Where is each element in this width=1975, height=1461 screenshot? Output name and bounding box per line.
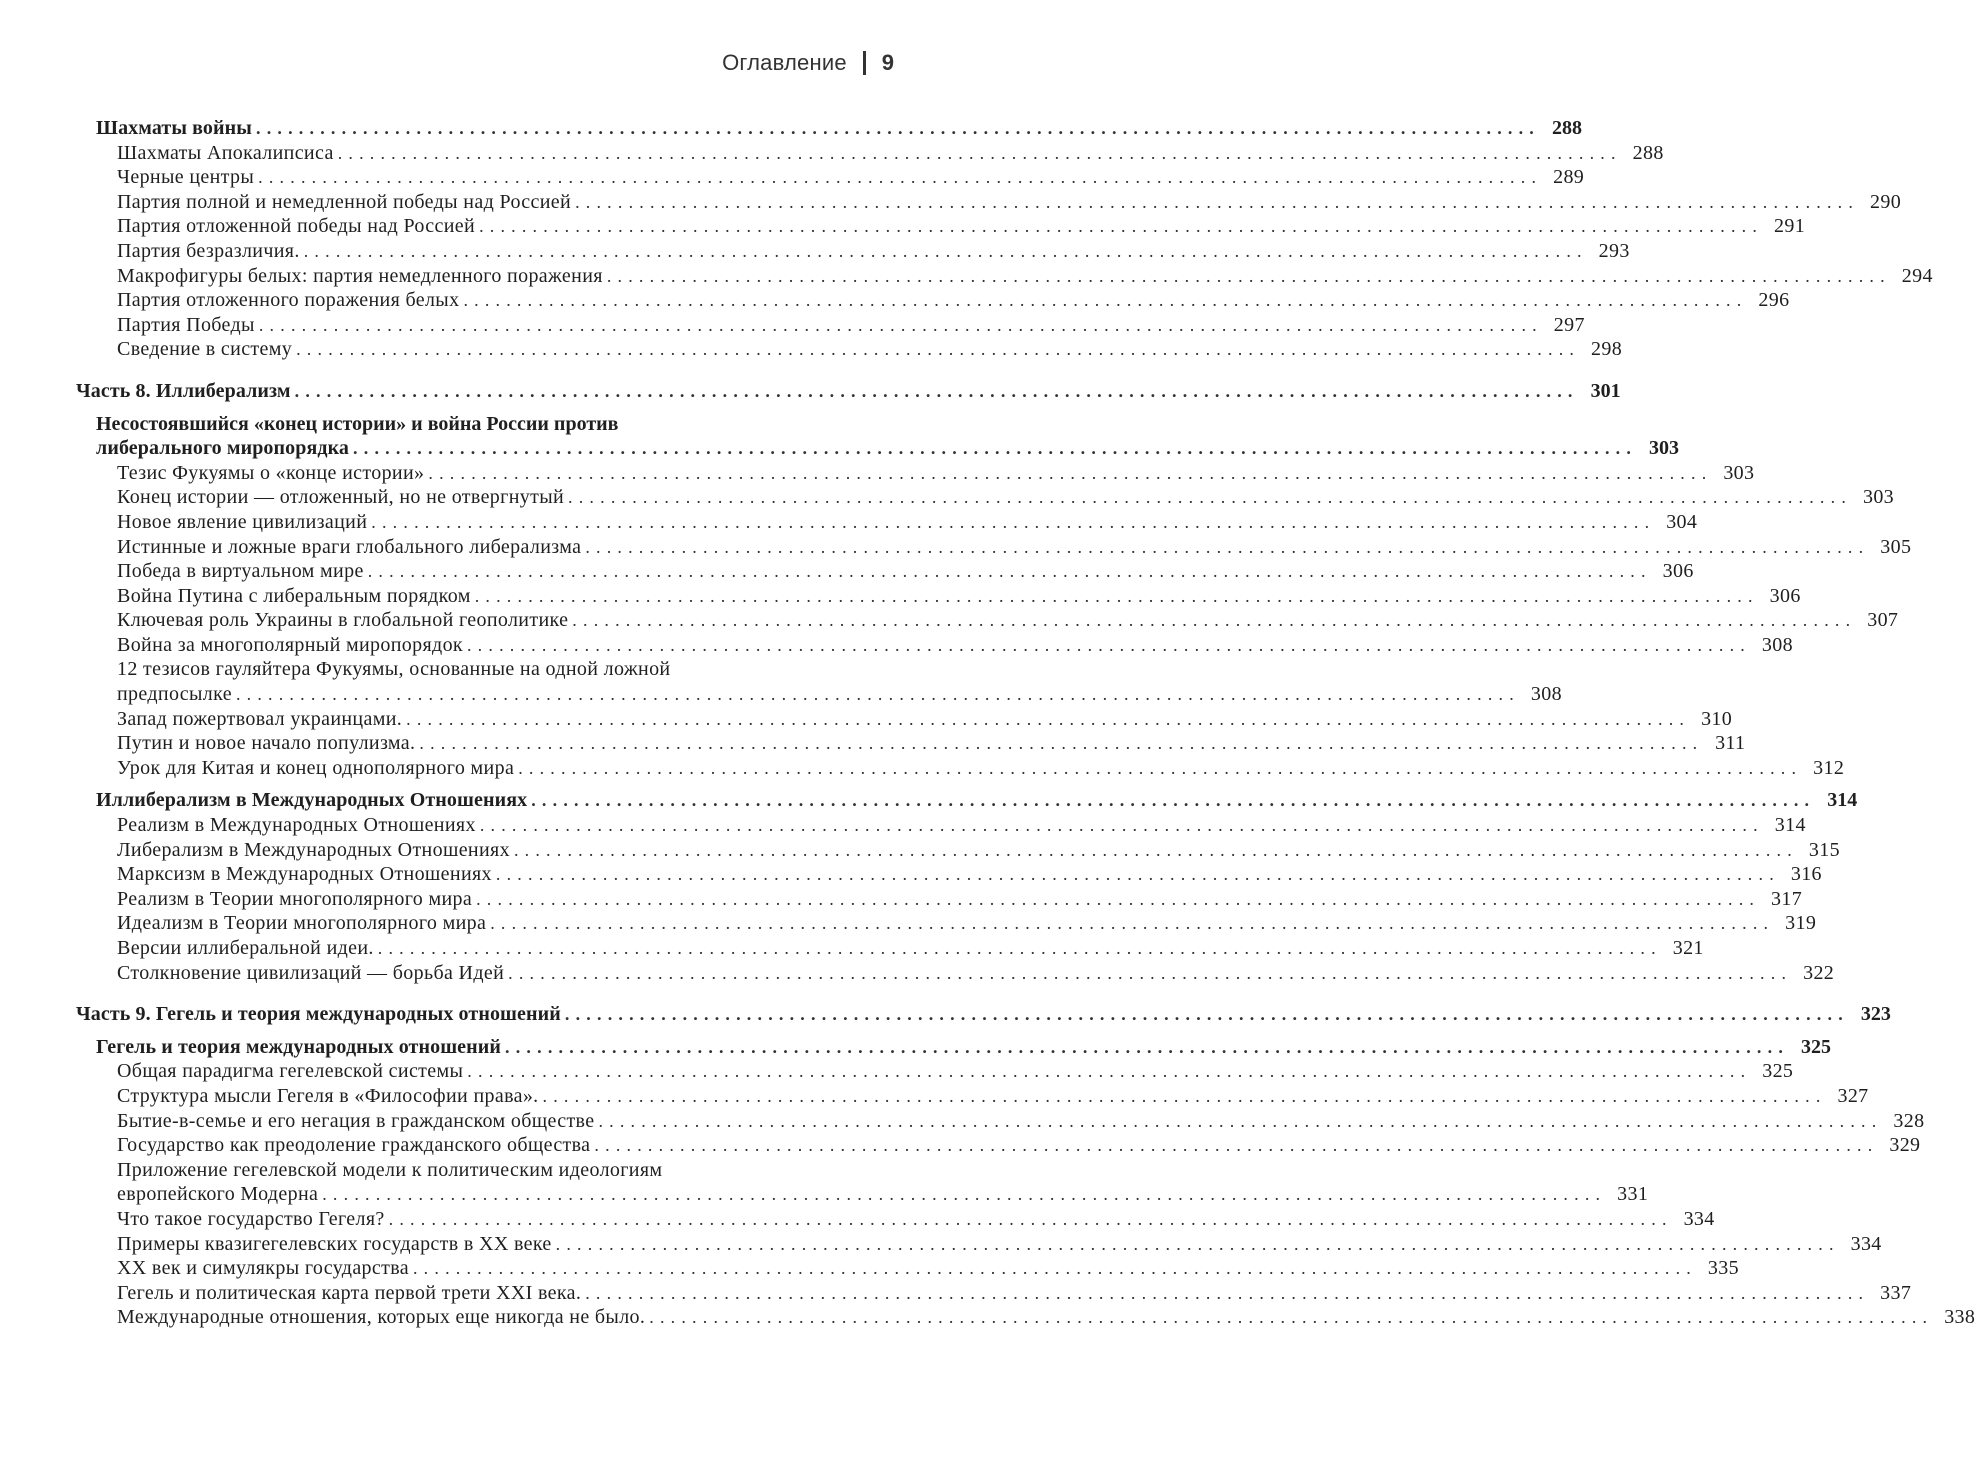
toc-section[interactable] [117, 862, 1822, 887]
toc-page: 303 [1862, 486, 1895, 509]
running-head-title: Оглавление [722, 50, 847, 75]
toc-section-title: Реализм в Международных Отношениях [117, 814, 476, 837]
toc-section-title: Макрофигуры белых: партия немедленного поражения [117, 264, 603, 287]
toc-page: 306 [1662, 560, 1694, 583]
toc-leader-dots: ........................................................................................................................ [419, 733, 1704, 754]
toc-section[interactable] [117, 510, 1698, 535]
toc-section[interactable] [117, 1207, 1715, 1232]
toc-page: 319 [1785, 912, 1817, 935]
toc-section-title: предпосылке [117, 683, 232, 706]
toc-section[interactable] [117, 485, 1895, 510]
toc-section[interactable] [117, 756, 1845, 781]
toc-section[interactable] [117, 559, 1694, 584]
toc-page: 337 [1880, 1281, 1912, 1304]
toc-section[interactable] [117, 1182, 1649, 1207]
toc-section-title: XX век и симулякры государства [117, 1257, 409, 1280]
toc-leader-dots: ........................................................................................................................ [649, 1307, 1934, 1328]
toc-section-title: Государство как преодоление гражданского общества [117, 1134, 591, 1157]
toc-leader-dots: ........................................................................................................................ [555, 1233, 1840, 1254]
toc-part-title: Часть 9. Гегель и теория международных отношений [76, 1003, 561, 1026]
toc-leader-dots: ........................................................................................................................ [303, 240, 1588, 261]
toc-section-title: Международные отношения, которых еще никогда не было. [117, 1306, 646, 1329]
toc-section[interactable] [117, 608, 1899, 633]
toc-page: 296 [1758, 289, 1790, 312]
toc-section-title: Структура мысли Гегеля в «Философии права». [117, 1084, 539, 1107]
toc-section-title: Гегель и политическая карта первой трети XXI века. [117, 1281, 582, 1304]
toc-leader-dots: ........................................................................................................................ [479, 815, 1764, 836]
toc-page: 338 [1944, 1306, 1975, 1329]
toc-page: 288 [1632, 141, 1664, 164]
toc-section-title: Победа в виртуальном мире [117, 560, 364, 583]
toc-leader-dots: ........................................................................................................................ [296, 339, 1581, 360]
toc-section[interactable] [117, 461, 1755, 486]
toc-leader-dots: ........................................................................................................................ [258, 314, 1543, 335]
toc-section-title: Партия отложенного поражения белых [117, 289, 460, 312]
toc-section-title: Запад пожертвовал украинцами. [117, 707, 403, 730]
toc-page: 293 [1598, 239, 1630, 262]
toc-page: 316 [1790, 863, 1822, 886]
toc-page: 288 [1552, 117, 1582, 139]
toc-section[interactable] [117, 264, 1933, 289]
running-head-divider [863, 51, 866, 75]
toc-chapter-title: Шахматы войны [96, 117, 252, 139]
toc-section[interactable] [117, 1084, 1869, 1109]
toc-section[interactable] [117, 707, 1733, 732]
toc-section-title: Реализм в Теории многополярного мира [117, 887, 473, 910]
toc-leader-dots: ........................................................................................................................ [568, 487, 1853, 508]
toc-leader-dots: ........................................................................................................................ [564, 1004, 1849, 1025]
toc-leader-dots: ........................................................................................................................ [513, 839, 1798, 860]
toc-section[interactable] [117, 731, 1746, 756]
toc-section-title: Путин и новое начало популизма. [117, 732, 416, 755]
toc-section[interactable] [117, 214, 1806, 239]
toc-leader-dots: ........................................................................................................................ [490, 913, 1775, 934]
toc-page: 323 [1860, 1003, 1891, 1026]
toc-page: 335 [1707, 1257, 1739, 1280]
toc-section-title: Партия Победы [117, 313, 255, 336]
toc-leader-dots: ........................................................................................................................ [377, 938, 1662, 958]
toc-page: 329 [1889, 1134, 1921, 1157]
toc-section[interactable] [117, 813, 1806, 838]
toc-leader-dots: ........................................................................................................................ [258, 167, 1543, 188]
toc-leader-dots: ........................................................................................................................ [367, 561, 1652, 582]
toc-leader-dots: ........................................................................................................................ [412, 1258, 1697, 1279]
toc-section[interactable] [117, 239, 1630, 264]
toc-section-title: Ключевая роль Украины в глобальной геополитике [117, 609, 569, 632]
toc-page: 289 [1553, 166, 1585, 189]
toc-section-title: Бытие-в-семье и его негация в гражданском обществе [117, 1109, 595, 1132]
toc-page: 314 [1827, 789, 1858, 812]
toc-page: 325 [1762, 1060, 1794, 1083]
toc-page: 327 [1837, 1084, 1869, 1107]
toc-page: 314 [1774, 814, 1806, 837]
toc-section[interactable] [117, 911, 1817, 936]
toc-leader-dots: ........................................................................................................................ [371, 511, 1656, 532]
toc-part[interactable] [76, 379, 1621, 404]
page-number: 9 [881, 50, 894, 75]
toc-page: 321 [1672, 937, 1704, 959]
toc-section[interactable] [117, 887, 1803, 912]
toc-leader-dots: ........................................................................................................................ [495, 864, 1780, 885]
toc-page: 294 [1901, 264, 1933, 287]
toc-section[interactable] [117, 682, 1562, 707]
toc-section-title: Война Путина с либеральным порядком [117, 584, 471, 607]
toc-leader-dots: ........................................................................................................................ [585, 536, 1870, 557]
toc-page: 303 [1723, 461, 1755, 484]
toc-section-title: Черные центры [117, 166, 255, 189]
toc-page: 328 [1893, 1109, 1925, 1132]
toc-leader-dots: ........................................................................................................................ [428, 462, 1713, 483]
toc-page: 334 [1850, 1232, 1882, 1255]
toc-leader-dots: ........................................................................................................................ [505, 1036, 1790, 1057]
toc-section[interactable] [117, 961, 1835, 986]
toc-section[interactable] [117, 535, 1912, 560]
toc-leader-dots: ........................................................................................................................ [235, 684, 1520, 705]
toc-section-title: Марксизм в Международных Отношениях [117, 863, 492, 886]
toc-leader-dots: ........................................................................................................................ [474, 585, 1759, 606]
toc-leader-dots: ........................................................................................................................ [256, 118, 1540, 138]
toc-section-title: Версии иллиберальной идеи. [117, 937, 374, 959]
toc-page: 310 [1701, 707, 1733, 730]
toc-section-title: Тезис Фукуямы о «конце истории» [117, 461, 425, 484]
toc-chapter-title: Иллиберализм в Международных Отношениях [96, 789, 528, 812]
toc-page: 317 [1771, 887, 1803, 910]
toc-section[interactable] [117, 936, 1704, 961]
toc-leader-dots: ........................................................................................................................ [467, 1061, 1752, 1082]
toc-page: 315 [1808, 838, 1840, 861]
toc-chapter-title: либерального миропорядка [96, 437, 350, 460]
toc-leader-dots: ........................................................................................................................ [606, 265, 1891, 286]
toc-part[interactable] [76, 1002, 1891, 1027]
toc-part-title: Часть 8. Иллиберализм [76, 379, 291, 402]
toc-page: 303 [1649, 437, 1680, 460]
toc-section[interactable] [117, 288, 1790, 313]
toc-section-title: Общая парадигма гегелевской системы [117, 1060, 464, 1083]
toc-section-title: Шахматы Апокалипсиса [117, 141, 334, 164]
toc-leader-dots: ........................................................................................................................ [542, 1085, 1827, 1106]
toc-section-title-line[interactable]: Приложение гегелевской модели к политическим идеологиям [117, 1158, 663, 1181]
toc-page: 291 [1774, 215, 1806, 238]
toc-section-title: Столкновение цивилизаций — борьба Идей [117, 961, 505, 984]
toc-section-title: Что такое государство Гегеля? [117, 1207, 385, 1230]
toc-section[interactable] [117, 1232, 1882, 1257]
toc-page: 290 [1870, 190, 1902, 213]
toc-leader-dots: ........................................................................................................................ [476, 888, 1761, 909]
toc-page: 307 [1867, 609, 1899, 632]
toc-leader-dots: ........................................................................................................................ [388, 1208, 1673, 1229]
toc-section[interactable] [117, 1256, 1739, 1281]
toc-section[interactable] [117, 838, 1840, 863]
toc-leader-dots: ........................................................................................................................ [294, 380, 1579, 401]
toc-page: 298 [1591, 338, 1623, 361]
toc-page: 308 [1761, 633, 1793, 656]
toc-page: 322 [1803, 961, 1835, 984]
toc-section[interactable] [117, 1109, 1925, 1134]
toc-section[interactable] [117, 165, 1585, 190]
running-head [722, 50, 894, 76]
toc-section[interactable] [117, 584, 1801, 609]
toc-chapter-title: Гегель и теория международных отношений [96, 1035, 502, 1058]
toc-leader-dots: ........................................................................................................................ [598, 1110, 1883, 1131]
toc-page: 325 [1801, 1035, 1832, 1058]
table-of-contents [0, 116, 1975, 1330]
toc-leader-dots: ........................................................................................................................ [531, 790, 1816, 811]
toc-section[interactable] [117, 1281, 1912, 1306]
toc-section-title: Либерализм в Международных Отношениях [117, 838, 510, 861]
toc-leader-dots: ........................................................................................................................ [575, 191, 1860, 212]
toc-section-title-line[interactable]: 12 тезисов гауляйтера Фукуямы, основанные на одной ложной [117, 658, 671, 681]
toc-leader-dots: ........................................................................................................................ [322, 1184, 1607, 1205]
toc-section[interactable] [117, 1305, 1975, 1330]
toc-section-title: Партия полной и немедленной победы над Россией [117, 190, 572, 213]
toc-leader-dots: ........................................................................................................................ [466, 634, 1751, 655]
toc-section-title: Идеализм в Теории многополярного мира [117, 912, 487, 935]
toc-section-title: Война за многополярный миропорядок [117, 633, 463, 656]
toc-page: 311 [1715, 732, 1746, 755]
toc-leader-dots: ........................................................................................................................ [594, 1135, 1879, 1156]
toc-leader-dots: ........................................................................................................................ [518, 757, 1803, 778]
toc-section-title: Примеры квазигегелевских государств в XX веке [117, 1232, 552, 1255]
toc-leader-dots: ........................................................................................................................ [479, 216, 1764, 237]
toc-page: 331 [1617, 1183, 1649, 1206]
toc-section[interactable] [117, 313, 1585, 338]
toc-section-title: Сведение в систему [117, 338, 293, 361]
toc-page: 301 [1590, 379, 1621, 402]
toc-section-title: Урок для Китая и конец однополярного мира [117, 756, 515, 779]
toc-section-title: Истинные и ложные враги глобального либерализма [117, 535, 582, 558]
toc-page: 306 [1769, 584, 1801, 607]
toc-page: 312 [1813, 756, 1845, 779]
toc-leader-dots: ........................................................................................................................ [585, 1282, 1870, 1303]
toc-page: 304 [1666, 510, 1698, 533]
toc-section[interactable] [117, 1133, 1921, 1158]
toc-page: 297 [1553, 313, 1585, 336]
toc-chapter[interactable] [96, 788, 1858, 813]
toc-section[interactable] [117, 190, 1902, 215]
toc-chapter[interactable] [96, 436, 1680, 461]
toc-chapter-title-line[interactable]: Несостоявшийся «конец истории» и война России против [96, 412, 619, 435]
toc-leader-dots: ........................................................................................................................ [337, 142, 1622, 163]
toc-leader-dots: ........................................................................................................................ [508, 962, 1793, 983]
toc-chapter[interactable] [96, 1035, 1832, 1060]
toc-page: 334 [1683, 1207, 1715, 1230]
toc-section-title: европейского Модерна [117, 1183, 319, 1206]
toc-section[interactable] [117, 633, 1793, 658]
toc-section-title: Партия безразличия. [117, 239, 300, 262]
toc-section-title: Партия отложенной победы над Россией [117, 215, 476, 238]
toc-leader-dots: ........................................................................................................................ [572, 610, 1857, 631]
toc-section[interactable] [117, 337, 1623, 362]
toc-section-title: Конец истории — отложенный, но не отвергнутый [117, 486, 565, 509]
toc-leader-dots: ........................................................................................................................ [406, 708, 1691, 729]
toc-section-title: Новое явление цивилизаций [117, 510, 368, 533]
toc-section[interactable] [117, 141, 1664, 166]
toc-chapter[interactable] [96, 116, 1582, 141]
toc-page: 305 [1880, 535, 1912, 558]
toc-leader-dots: ........................................................................................................................ [353, 438, 1638, 459]
toc-section[interactable] [117, 1059, 1794, 1084]
toc-leader-dots: ........................................................................................................................ [463, 290, 1748, 311]
toc-page: 308 [1530, 683, 1562, 706]
